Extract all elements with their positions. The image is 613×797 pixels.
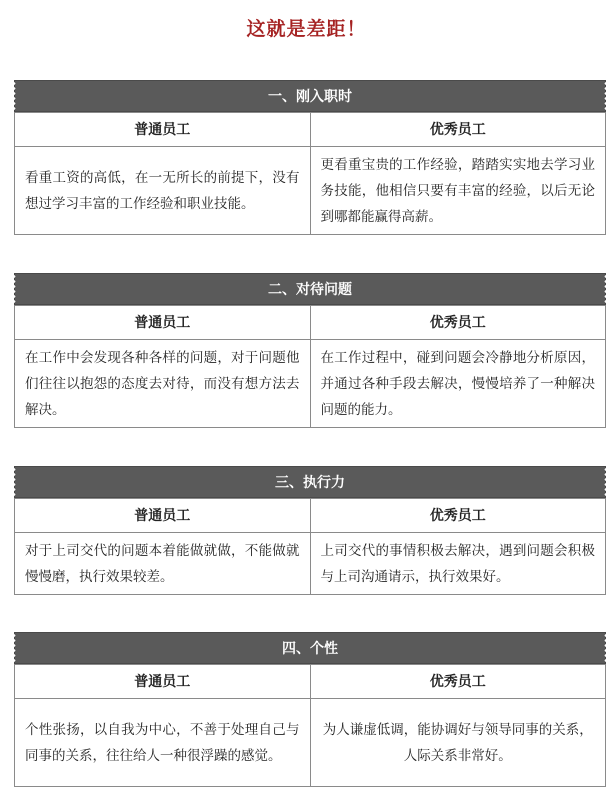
section-heading: 三、执行力 bbox=[14, 466, 606, 498]
section-heading: 四、个性 bbox=[14, 632, 606, 664]
column-header-excellent: 优秀员工 bbox=[310, 665, 606, 699]
excellent-employee-text: 在工作过程中，碰到问题会冷静地分析原因，并通过各种手段去解决，慢慢培养了一种解决问题的能力。 bbox=[310, 340, 606, 428]
column-header-ordinary: 普通员工 bbox=[15, 113, 311, 147]
section-4 bbox=[14, 632, 606, 787]
section-heading: 一、刚入职时 bbox=[14, 80, 606, 112]
column-header-excellent: 优秀员工 bbox=[310, 113, 606, 147]
excellent-employee-text: 更看重宝贵的工作经验，踏踏实实地去学习业务技能，他相信只要有丰富的经验，以后无论到哪都能赢得高薪。 bbox=[310, 147, 606, 235]
comparison-table bbox=[14, 498, 606, 595]
comparison-table bbox=[14, 112, 606, 235]
comparison-table bbox=[14, 664, 606, 787]
excellent-employee-text: 为人谦虚低调，能协调好与领导同事的关系，人际关系非常好。 bbox=[310, 699, 606, 787]
section-3 bbox=[14, 466, 606, 595]
page-title: 这就是差距！ bbox=[246, 18, 367, 40]
section-1 bbox=[14, 80, 606, 235]
excellent-employee-text: 上司交代的事情积极去解决，遇到问题会积极与上司沟通请示，执行效果好。 bbox=[310, 533, 606, 595]
section-2 bbox=[14, 273, 606, 428]
column-header-ordinary: 普通员工 bbox=[15, 665, 311, 699]
ordinary-employee-text: 对于上司交代的问题本着能做就做，不能做就慢慢磨，执行效果较差。 bbox=[15, 533, 311, 595]
column-header-ordinary: 普通员工 bbox=[15, 306, 311, 340]
column-header-excellent: 优秀员工 bbox=[310, 499, 606, 533]
ordinary-employee-text: 在工作中会发现各种各样的问题，对于问题他们往往以抱怨的态度去对待，而没有想方法去解决。 bbox=[15, 340, 311, 428]
section-heading: 二、对待问题 bbox=[14, 273, 606, 305]
ordinary-employee-text: 看重工资的高低，在一无所长的前提下，没有想过学习丰富的工作经验和职业技能。 bbox=[15, 147, 311, 235]
column-header-ordinary: 普通员工 bbox=[15, 499, 311, 533]
comparison-table bbox=[14, 305, 606, 428]
ordinary-employee-text: 个性张扬，以自我为中心，不善于处理自己与同事的关系，往往给人一种很浮躁的感觉。 bbox=[15, 699, 311, 787]
column-header-excellent: 优秀员工 bbox=[310, 306, 606, 340]
